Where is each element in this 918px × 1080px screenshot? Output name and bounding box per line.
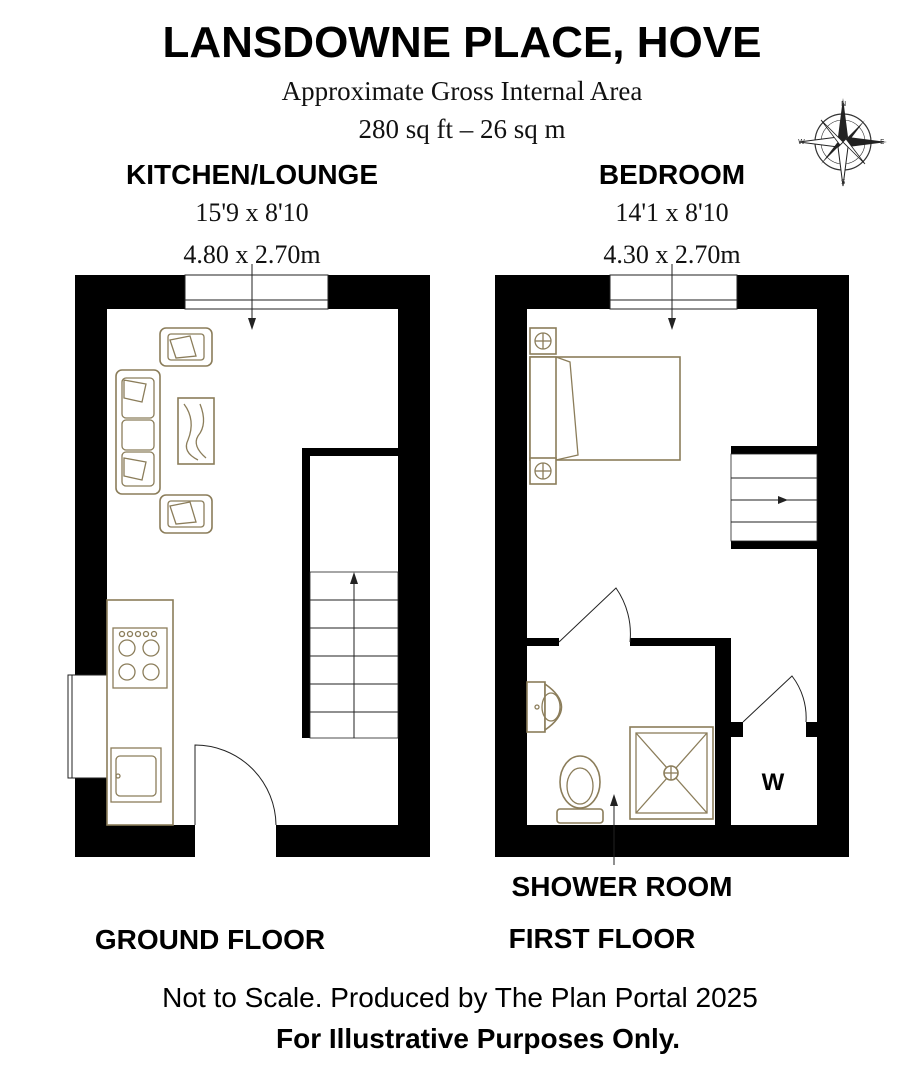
compass-rose-icon (798, 98, 887, 186)
first-floor-label: FIRST FLOOR (508, 923, 696, 954)
kitchen-lounge-metric: 4.80 x 2.70m (183, 240, 321, 269)
shower-tray (630, 727, 713, 819)
ground-floor-label: GROUND FLOOR (94, 924, 326, 955)
kitchen-counter (107, 600, 173, 825)
bedroom-imperial: 14'1 x 8'10 (615, 198, 729, 227)
footer-disclaimer: Not to Scale. Produced by The Plan Portal 2025 (162, 982, 758, 1013)
footer-illustrative: For Illustrative Purposes Only. (275, 1023, 681, 1054)
sofa (116, 370, 160, 494)
kitchen-lounge-imperial: 15'9 x 8'10 (195, 198, 309, 227)
armchair-top (160, 328, 212, 366)
svg-text:S: S (841, 178, 846, 186)
first-floor-plan (495, 264, 849, 865)
svg-text:E: E (880, 138, 885, 146)
svg-text:N: N (841, 100, 847, 108)
ground-floor-plan (68, 264, 430, 857)
wardrobe-label: W (761, 769, 785, 796)
area-label: Approximate Gross Internal Area (281, 76, 643, 106)
armchair-bottom (160, 495, 212, 533)
svg-text:W: W (798, 138, 805, 146)
bedroom-metric: 4.30 x 2.70m (603, 240, 741, 269)
coffee-table (178, 398, 214, 464)
bedroom-label: BEDROOM (598, 159, 746, 190)
area-value: 280 sq ft – 26 sq m (358, 114, 566, 144)
kitchen-lounge-label: KITCHEN/LOUNGE (126, 159, 378, 190)
shower-room-label: SHOWER ROOM (511, 871, 733, 902)
property-title: LANSDOWNE PLACE, HOVE (162, 18, 762, 67)
double-bed (530, 328, 680, 484)
wash-basin (527, 682, 562, 732)
staircase (310, 572, 398, 738)
